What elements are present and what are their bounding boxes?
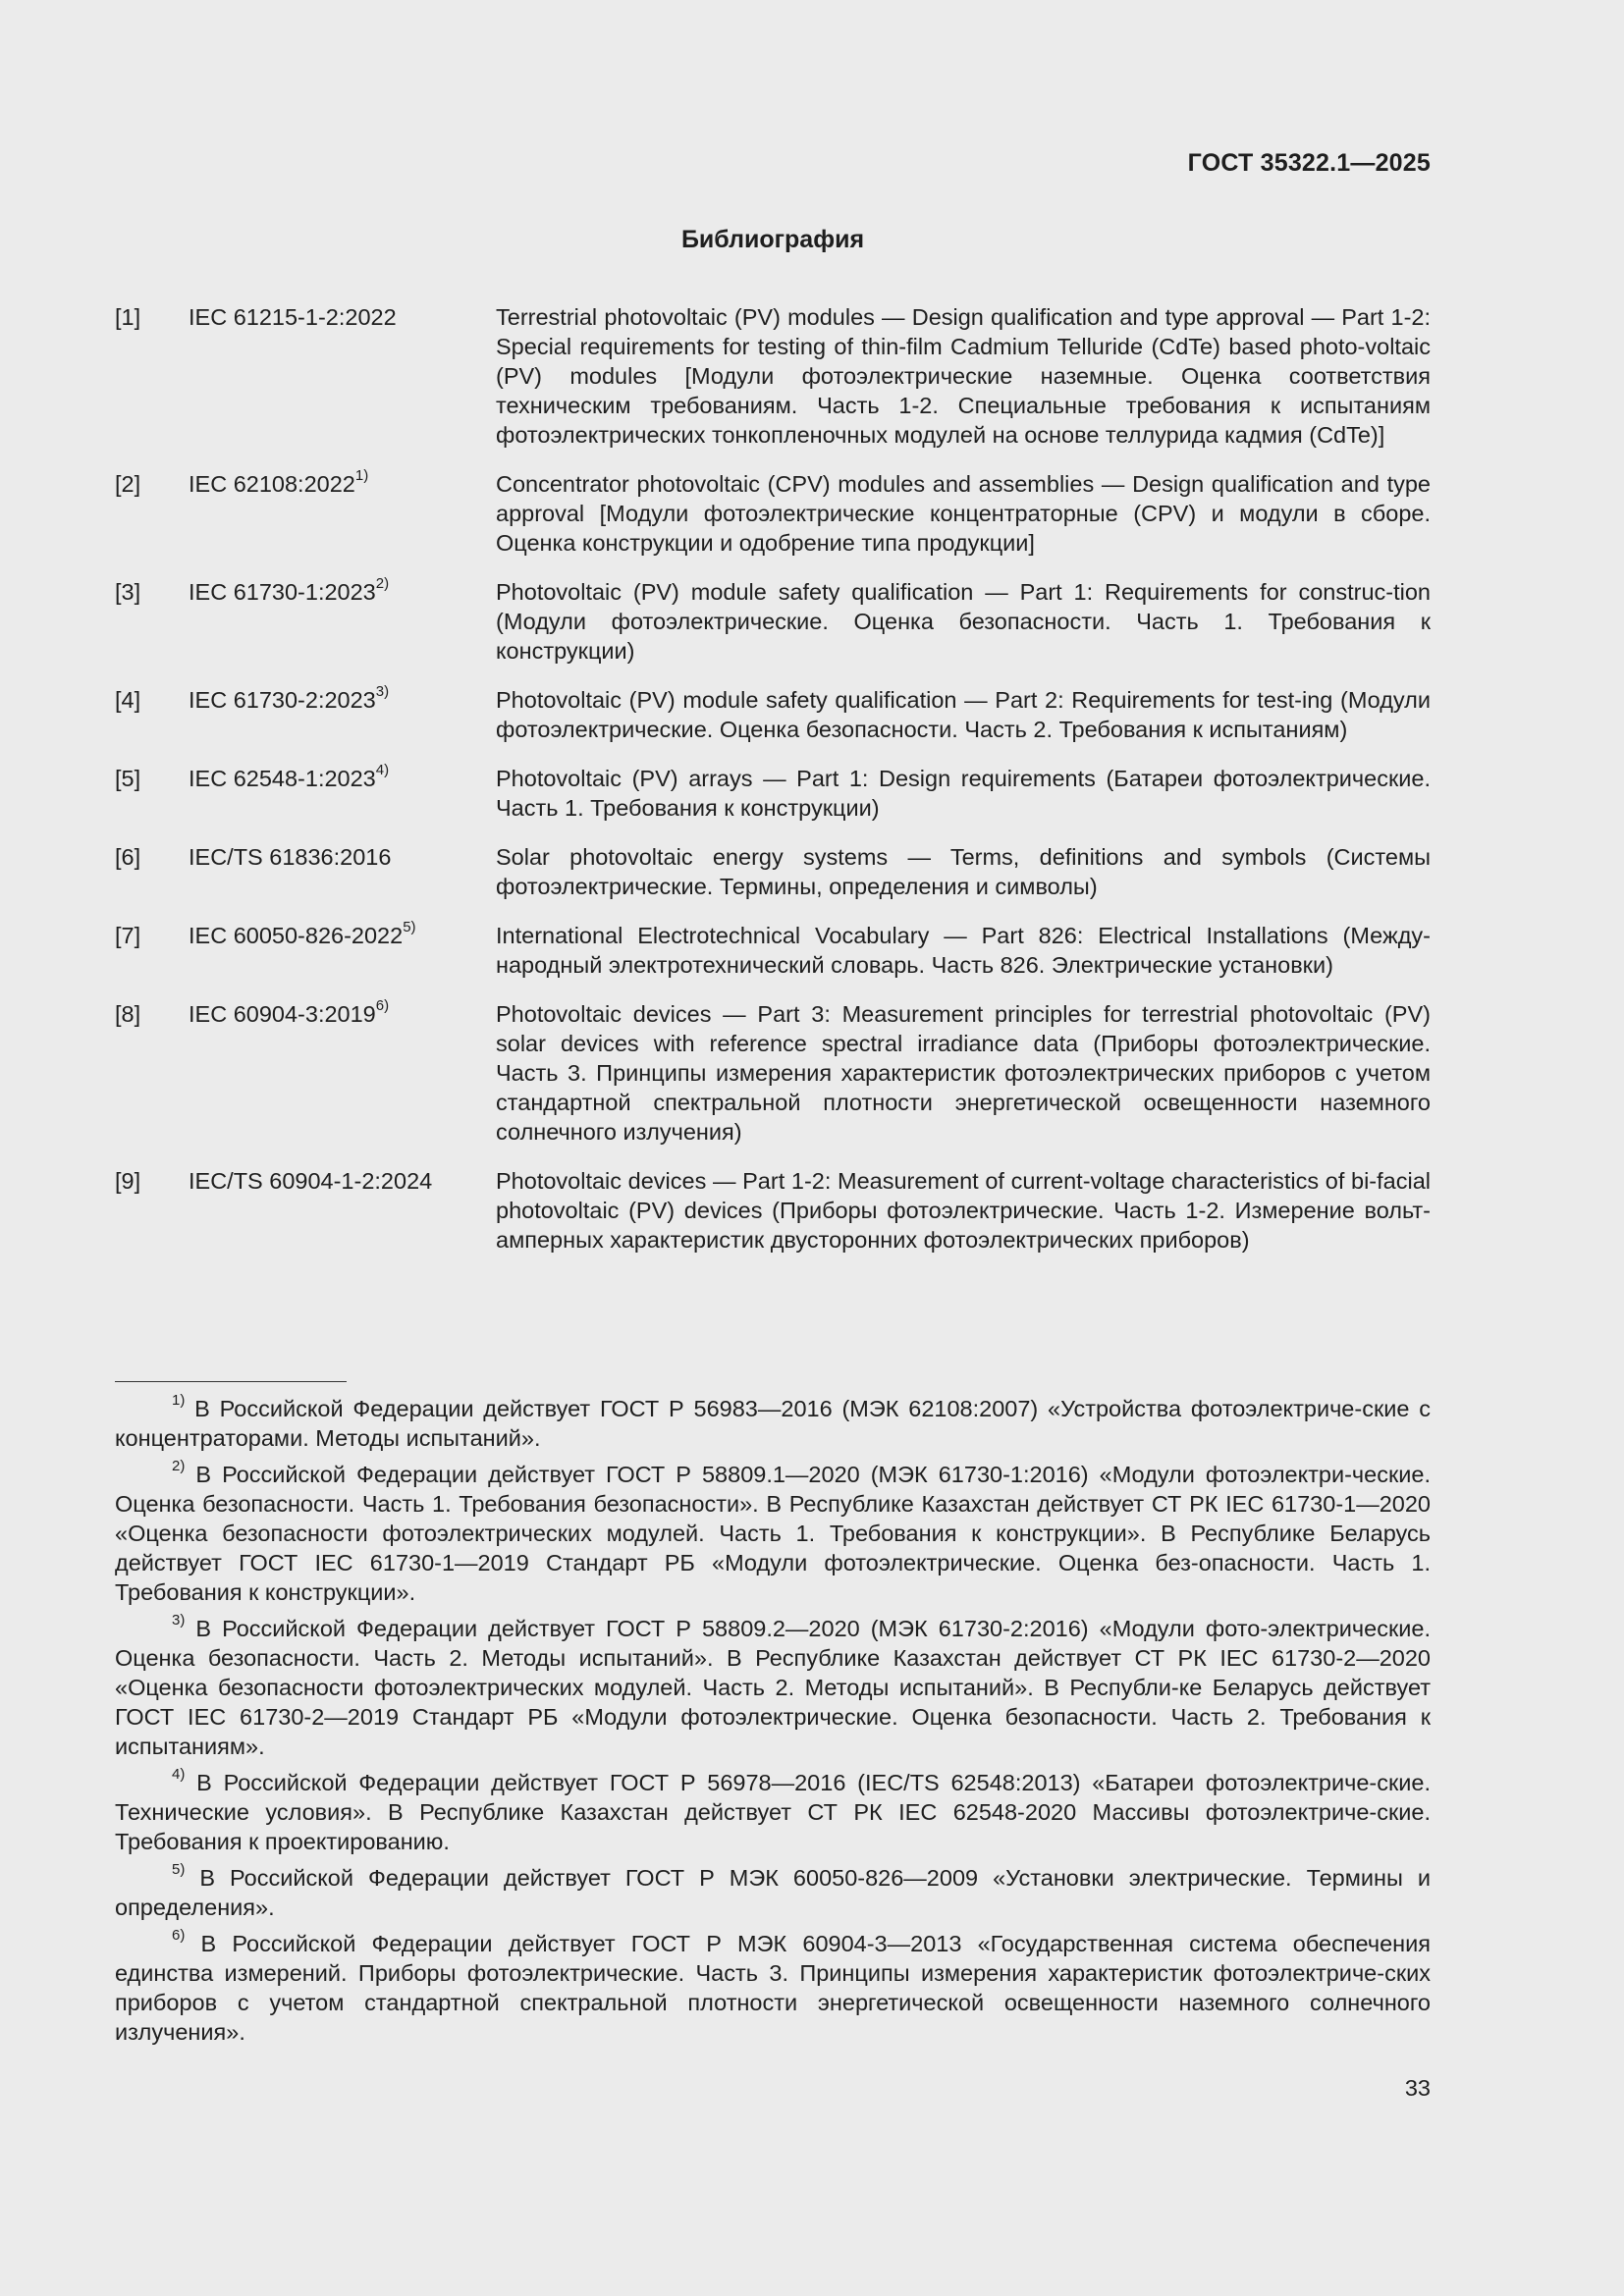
entry-reference [189,764,496,823]
footnote-text: В Российской Федерации действует ГОСТ Р 58809.1—2020 (МЭК 61730-1:2016) «Модули фотоэлектри-ческие. Оценка безопасности. Часть 1. Требования безопасности». В Республике Казахстан действует СТ РК IEC 61730-1—2020 «Оценка безопасности фотоэлектрических модулей. Часть 1. Требования к конструкции». В Республике Беларусь действует ГОСТ IEC 61730-1—2019 Стандарт РБ «Модули фотоэлектрические. Оценка без-опасности. Часть 1. Требования к конструкции». [115,1462,1431,1605]
entry-text: Photovoltaic (PV) arrays — Part 1: Design requirements (Батареи фотоэлектрические. Часть 1. Требования к конструкции) [496,766,1431,821]
footnote-text: В Российской Федерации действует ГОСТ Р МЭК 60904-3—2013 «Государственная система обеспечения единства измерений. Приборы фотоэлектрические. Часть 3. Принципы измерения характеристик фотоэлектриче-ских приборов с учетом стандартной спектральной плотности энергетической освещенности наземного солнечного излучения». [115,1931,1431,2045]
entry-number: [3] [115,579,141,605]
footnote-text: В Российской Федерации действует ГОСТ Р МЭК 60050-826—2009 «Установки электрические. Термины и определения». [115,1865,1432,1920]
footnote-mark: 4) [375,762,390,779]
entry-text: Photovoltaic (PV) module safety qualification — Part 1: Requirements for construc-tion (Модули фотоэлектрические. Оценка безопасности. Часть 1. Требования к конструкции) [496,579,1431,664]
bibliography-list [115,302,1431,1274]
entry-reference [189,921,496,980]
footnote [115,1863,1431,1922]
entry-reference [189,685,496,744]
entry-number: [8] [115,1001,141,1027]
entry-number: [5] [115,766,141,791]
reference-code: IEC/TS 61836:2016 [189,844,392,870]
bibliography-entry [115,302,1431,450]
entry-number: [2] [115,471,141,497]
footnote-mark: 5) [403,919,416,936]
footnote [115,1614,1431,1761]
bibliography-entry [115,842,1431,901]
bibliography-entry [115,1166,1431,1255]
footnote [115,1460,1431,1607]
entry-reference [189,302,496,450]
footnote [115,1768,1431,1856]
entry-reference [189,469,496,558]
bibliography-entry [115,685,1431,744]
reference-code: IEC/TS 60904-1-2:2024 [189,1168,433,1194]
entry-reference [189,999,496,1147]
footnote-text: В Российской Федерации действует ГОСТ Р 56983—2016 (МЭК 62108:2007) «Устройства фотоэлектриче-ские с концентраторами. Методы испытаний». [115,1396,1431,1451]
entry-number: [1] [115,304,141,330]
footnote-mark: 3) [375,683,390,701]
footnotes-section [115,1394,1431,2054]
footnote-mark: 6) [172,1927,186,1945]
entry-text: Photovoltaic devices — Part 3: Measurement principles for terrestrial photovoltaic (PV) solar devices with reference spectral irradiance data (Приборы фотоэлектрические. Часть 3. Принципы измерения характеристик фотоэлектрических приборов с учетом стандартной спектральной плотности энергетической освещенности наземного солнечного излучения) [496,1001,1431,1145]
reference-code: IEC 61215-1-2:2022 [189,304,397,330]
footnote-mark: 1) [172,1392,186,1410]
reference-code: IEC 61730-1:2023 [189,579,376,605]
reference-code: IEC 62548-1:2023 [189,766,376,791]
entry-number: [9] [115,1168,141,1194]
entry-number: [6] [115,844,141,870]
bibliography-entry [115,921,1431,980]
entry-text: Concentrator photovoltaic (CPV) modules and assemblies — Design qualification and type approval [Модули фотоэлектрические концентраторные (CPV) и модули в сборе. Оценка конструкции и одобрение типа продукции] [496,471,1431,556]
footnote-mark: 3) [172,1612,186,1629]
page-number: 33 [1404,2075,1431,2101]
reference-code: IEC 60050-826-2022 [189,923,404,948]
bibliography-entry [115,764,1431,823]
footnote [115,1394,1431,1453]
footnote-mark: 2) [375,575,390,593]
footnote-mark: 2) [172,1458,186,1475]
bibliography-entry [115,577,1431,666]
footnote-mark: 6) [375,997,390,1015]
bibliography-entry [115,999,1431,1147]
reference-code: IEC 61730-2:2023 [189,687,376,713]
page-title: Библиография [680,226,865,253]
entry-text: International Electrotechnical Vocabulary — Part 826: Electrical Installations (Между-народный электротехнический словарь. Часть 826. Электрические установки) [496,923,1431,978]
footnote-mark: 5) [172,1861,186,1879]
entry-reference [189,842,496,901]
entry-text: Photovoltaic devices — Part 1-2: Measurement of current-voltage characteristics of bi-facial photovoltaic (PV) devices (Приборы фотоэлектрические. Часть 1-2. Измерение вольт-амперных характеристик двусторонних фотоэлектрических приборов) [496,1168,1431,1253]
entry-reference [189,577,496,666]
entry-reference [189,1166,496,1255]
footnote-mark: 4) [172,1766,186,1784]
footnote [115,1929,1431,2047]
entry-text: Photovoltaic (PV) module safety qualification — Part 2: Requirements for test-ing (Модули фотоэлектрические. Оценка безопасности. Часть 2. Требования к испытаниям) [496,687,1431,742]
entry-text: Terrestrial photovoltaic (PV) modules — Design qualification and type approval — Part 1-2: Special requirements for testing of thin-film Cadmium Telluride (CdTe) based photo-voltaic (PV) modules [Модули фотоэлектрические наземные. Оценка соответствия техническим требованиям. Часть 1-2. Специальные требования к испытаниям фотоэлектрических тонкопленочных модулей на основе теллурида кадмия (CdTe)] [496,304,1431,448]
entry-number: [7] [115,923,141,948]
footnote-text: В Российской Федерации действует ГОСТ Р 58809.2—2020 (МЭК 61730-2:2016) «Модули фото-электрические. Оценка безопасности. Часть 2. Методы испытаний». В Республике Казахстан действует СТ РК IEC 61730-2—2020 «Оценка безопасности фотоэлектрических модулей. Часть 2. Методы испытаний». В Республи-ке Беларусь действует ГОСТ IEC 61730-2—2019 Стандарт РБ «Модули фотоэлектрические. Оценка безопасности. Часть 2. Требования к испытаниям». [115,1616,1431,1759]
footnote-text: В Российской Федерации действует ГОСТ Р 56978—2016 (IEC/TS 62548:2013) «Батареи фотоэлектриче-ские. Технические условия». В Республике Казахстан действует СТ РК IEC 62548-2020 Массивы фотоэлектриче-ские. Требования к проектированию. [115,1770,1432,1854]
bibliography-entry [115,469,1431,558]
footnote-mark: 1) [354,467,369,485]
reference-code: IEC 62108:2022 [189,471,355,497]
document-code: ГОСТ 35322.1—2025 [1187,149,1431,177]
entry-number: [4] [115,687,141,713]
entry-text: Solar photovoltaic energy systems — Terms, definitions and symbols (Системы фотоэлектрические. Термины, определения и символы) [496,844,1431,899]
reference-code: IEC 60904-3:2019 [189,1001,376,1027]
footnote-separator [115,1381,347,1382]
